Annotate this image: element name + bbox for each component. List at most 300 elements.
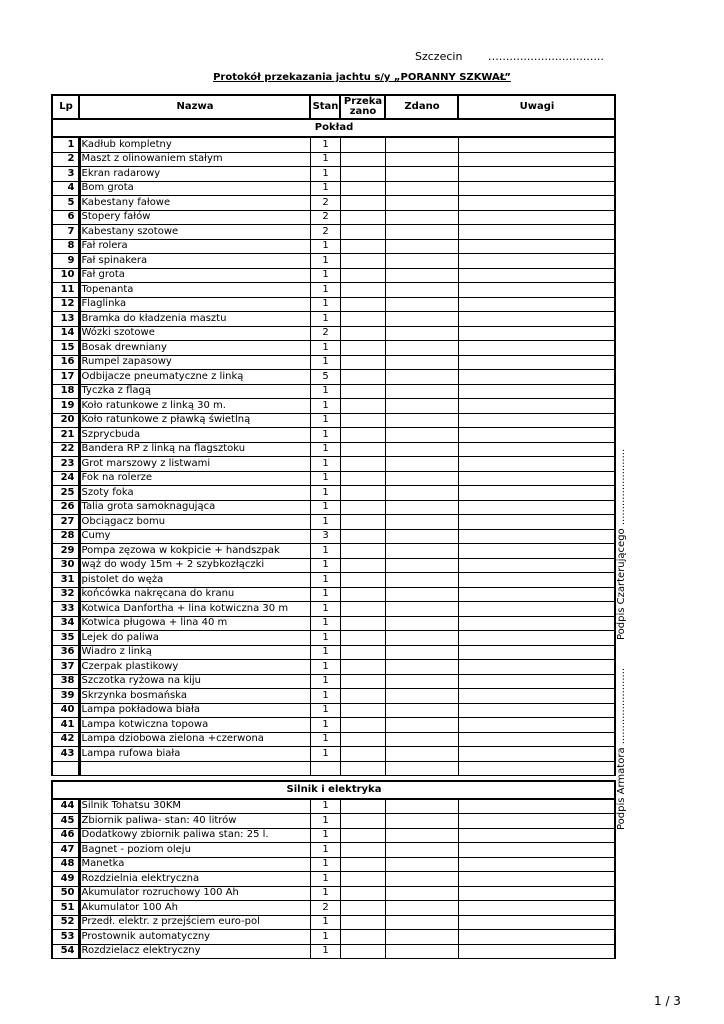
cell-zdano[interactable] (385, 814, 458, 829)
blank-cell[interactable] (79, 761, 310, 775)
cell-lp: 11 (52, 283, 79, 298)
cell-stan: 1 (310, 857, 340, 872)
cell-uwagi[interactable] (458, 341, 615, 356)
cell-przekazano[interactable] (340, 181, 385, 196)
cell-przekazano[interactable] (340, 254, 385, 269)
cell-uwagi[interactable] (458, 660, 615, 675)
cell-zdano[interactable] (385, 799, 458, 814)
cell-zdano[interactable] (385, 915, 458, 930)
cell-nazwa: Bom grota (79, 181, 310, 196)
cell-nazwa: Szczotka ryżowa na kiju (79, 674, 310, 689)
cell-nazwa: Obciągacz bomu (79, 515, 310, 530)
cell-nazwa: Bagnet - poziom oleju (79, 843, 310, 858)
cell-przekazano[interactable] (340, 631, 385, 646)
table-row (52, 297, 615, 312)
cell-uwagi[interactable] (458, 500, 615, 515)
cell-zdano[interactable] (385, 384, 458, 399)
cell-uwagi[interactable] (458, 225, 615, 240)
cell-lp: 25 (52, 486, 79, 501)
cell-zdano[interactable] (385, 616, 458, 631)
cell-zdano[interactable] (385, 674, 458, 689)
cell-przekazano[interactable] (340, 814, 385, 829)
cell-zdano[interactable] (385, 239, 458, 254)
cell-uwagi[interactable] (458, 312, 615, 327)
cell-zdano[interactable] (385, 558, 458, 573)
cell-uwagi[interactable] (458, 239, 615, 254)
cell-zdano[interactable] (385, 471, 458, 486)
cell-stan: 1 (310, 718, 340, 733)
cell-zdano[interactable] (385, 828, 458, 843)
cell-nazwa: Fał grota (79, 268, 310, 283)
cell-przekazano[interactable] (340, 843, 385, 858)
cell-przekazano[interactable] (340, 370, 385, 385)
cell-nazwa: Fał rolera (79, 239, 310, 254)
cell-przekazano[interactable] (340, 799, 385, 814)
table-row (52, 210, 615, 225)
cell-zdano[interactable] (385, 355, 458, 370)
cell-lp: 34 (52, 616, 79, 631)
cell-uwagi[interactable] (458, 529, 615, 544)
cell-przekazano[interactable] (340, 558, 385, 573)
cell-lp: 27 (52, 515, 79, 530)
cell-nazwa: Kabestany szotowe (79, 225, 310, 240)
cell-uwagi[interactable] (458, 799, 615, 814)
cell-zdano[interactable] (385, 573, 458, 588)
cell-zdano[interactable] (385, 413, 458, 428)
cell-uwagi[interactable] (458, 167, 615, 182)
cell-stan: 1 (310, 703, 340, 718)
cell-stan: 1 (310, 355, 340, 370)
cell-zdano[interactable] (385, 886, 458, 901)
section-title: Silnik i elektryka (52, 781, 615, 799)
cell-nazwa: Koło ratunkowe z linką 30 m. (79, 399, 310, 414)
cell-przekazano[interactable] (340, 886, 385, 901)
cell-przekazano[interactable] (340, 167, 385, 182)
cell-nazwa: Fał spinakera (79, 254, 310, 269)
cell-zdano[interactable] (385, 944, 458, 959)
cell-zdano[interactable] (385, 843, 458, 858)
cell-przekazano[interactable] (340, 703, 385, 718)
cell-stan: 1 (310, 384, 340, 399)
cell-zdano[interactable] (385, 901, 458, 916)
cell-zdano[interactable] (385, 283, 458, 298)
cell-lp: 49 (52, 872, 79, 887)
cell-przekazano[interactable] (340, 471, 385, 486)
cell-nazwa: końcówka nakręcana do kranu (79, 587, 310, 602)
cell-zdano[interactable] (385, 529, 458, 544)
table-row (52, 341, 615, 356)
cell-uwagi[interactable] (458, 283, 615, 298)
cell-stan: 1 (310, 732, 340, 747)
table-row (52, 137, 615, 152)
cell-zdano[interactable] (385, 428, 458, 443)
table-row (52, 573, 615, 588)
cell-stan: 1 (310, 660, 340, 675)
cell-nazwa: Tyczka z flagą (79, 384, 310, 399)
cell-przekazano[interactable] (340, 210, 385, 225)
col-header-przekazano: Przeka zano (340, 95, 385, 119)
cell-lp: 41 (52, 718, 79, 733)
cell-przekazano[interactable] (340, 137, 385, 152)
cell-stan: 1 (310, 399, 340, 414)
date-field: ….............................. (487, 50, 604, 63)
cell-zdano[interactable] (385, 196, 458, 211)
cell-nazwa: Zbiornik paliwa- stan: 40 litrów (79, 814, 310, 829)
cell-uwagi[interactable] (458, 732, 615, 747)
cell-lp: 24 (52, 471, 79, 486)
cell-lp: 39 (52, 689, 79, 704)
table-row (52, 703, 615, 718)
cell-przekazano[interactable] (340, 857, 385, 872)
cell-uwagi[interactable] (458, 689, 615, 704)
table-row (52, 370, 615, 385)
cell-nazwa: Kadłub kompletny (79, 137, 310, 152)
cell-nazwa: Lejek do paliwa (79, 631, 310, 646)
cell-uwagi[interactable] (458, 814, 615, 829)
table-row (52, 181, 615, 196)
cell-uwagi[interactable] (458, 901, 615, 916)
cell-lp: 35 (52, 631, 79, 646)
cell-przekazano[interactable] (340, 616, 385, 631)
cell-uwagi[interactable] (458, 886, 615, 901)
cell-stan: 1 (310, 181, 340, 196)
cell-przekazano[interactable] (340, 196, 385, 211)
cell-zdano[interactable] (385, 167, 458, 182)
cell-przekazano[interactable] (340, 529, 385, 544)
cell-zdano[interactable] (385, 515, 458, 530)
cell-stan: 3 (310, 529, 340, 544)
cell-nazwa: Akumulator 100 Ah (79, 901, 310, 916)
cell-stan: 1 (310, 944, 340, 959)
cell-przekazano[interactable] (340, 225, 385, 240)
cell-uwagi[interactable] (458, 573, 615, 588)
blank-cell[interactable] (458, 761, 615, 775)
cell-uwagi[interactable] (458, 399, 615, 414)
table-row (52, 254, 615, 269)
cell-nazwa: Bramka do kładzenia masztu (79, 312, 310, 327)
table-row (52, 930, 615, 945)
cell-stan: 1 (310, 828, 340, 843)
cell-stan: 1 (310, 442, 340, 457)
cell-stan: 1 (310, 872, 340, 887)
blank-cell[interactable] (385, 761, 458, 775)
cell-uwagi[interactable] (458, 645, 615, 660)
cell-zdano[interactable] (385, 857, 458, 872)
col-header-zdano: Zdano (385, 95, 458, 119)
cell-przekazano[interactable] (340, 341, 385, 356)
table-row (52, 515, 615, 530)
cell-zdano[interactable] (385, 587, 458, 602)
cell-uwagi[interactable] (458, 486, 615, 501)
cell-nazwa: Grot marszowy z listwami (79, 457, 310, 472)
cell-przekazano[interactable] (340, 312, 385, 327)
charterer-signature: Podpis Czarterującego ........................ (616, 448, 627, 640)
cell-uwagi[interactable] (458, 915, 615, 930)
cell-przekazano[interactable] (340, 930, 385, 945)
cell-lp: 40 (52, 703, 79, 718)
cell-przekazano[interactable] (340, 152, 385, 167)
cell-przekazano[interactable] (340, 587, 385, 602)
cell-uwagi[interactable] (458, 297, 615, 312)
cell-nazwa: Silnik Tohatsu 30KM (79, 799, 310, 814)
cell-lp: 48 (52, 857, 79, 872)
table-row (52, 428, 615, 443)
cell-stan: 1 (310, 167, 340, 182)
cell-lp: 19 (52, 399, 79, 414)
table-row (52, 660, 615, 675)
cell-przekazano[interactable] (340, 297, 385, 312)
cell-przekazano[interactable] (340, 645, 385, 660)
cell-przekazano[interactable] (340, 915, 385, 930)
table-row (52, 268, 615, 283)
table-row (52, 689, 615, 704)
cell-uwagi[interactable] (458, 944, 615, 959)
cell-uwagi[interactable] (458, 674, 615, 689)
section-title: Pokład (52, 119, 615, 137)
cell-nazwa: Cumy (79, 529, 310, 544)
cell-przekazano[interactable] (340, 500, 385, 515)
cell-zdano[interactable] (385, 689, 458, 704)
cell-stan: 1 (310, 573, 340, 588)
cell-nazwa: Flaglinka (79, 297, 310, 312)
cell-przekazano[interactable] (340, 602, 385, 617)
cell-zdano[interactable] (385, 181, 458, 196)
cell-lp: 9 (52, 254, 79, 269)
cell-przekazano[interactable] (340, 268, 385, 283)
cell-przekazano[interactable] (340, 944, 385, 959)
cell-przekazano[interactable] (340, 718, 385, 733)
table-row (52, 399, 615, 414)
cell-uwagi[interactable] (458, 254, 615, 269)
cell-przekazano[interactable] (340, 732, 385, 747)
cell-przekazano[interactable] (340, 660, 385, 675)
table-row (52, 602, 615, 617)
cell-uwagi[interactable] (458, 616, 615, 631)
cell-uwagi[interactable] (458, 930, 615, 945)
place-label: Szczecin (415, 50, 463, 63)
cell-zdano[interactable] (385, 930, 458, 945)
cell-uwagi[interactable] (458, 326, 615, 341)
cell-stan: 2 (310, 326, 340, 341)
cell-przekazano[interactable] (340, 384, 385, 399)
cell-uwagi[interactable] (458, 457, 615, 472)
cell-przekazano[interactable] (340, 747, 385, 762)
cell-zdano[interactable] (385, 457, 458, 472)
table-row (52, 645, 615, 660)
table-row (52, 799, 615, 814)
cell-zdano[interactable] (385, 486, 458, 501)
cell-zdano[interactable] (385, 137, 458, 152)
cell-lp: 53 (52, 930, 79, 945)
cell-przekazano[interactable] (340, 413, 385, 428)
cell-uwagi[interactable] (458, 558, 615, 573)
cell-uwagi[interactable] (458, 631, 615, 646)
cell-stan: 1 (310, 283, 340, 298)
cell-nazwa: Przedł. elektr. z przejściem euro-pol (79, 915, 310, 930)
cell-przekazano[interactable] (340, 872, 385, 887)
col-header-stan: Stan (310, 95, 340, 119)
cell-stan: 1 (310, 457, 340, 472)
section-header-row (52, 781, 615, 799)
cell-uwagi[interactable] (458, 747, 615, 762)
cell-stan: 1 (310, 268, 340, 283)
cell-uwagi[interactable] (458, 137, 615, 152)
cell-nazwa: Topenanta (79, 283, 310, 298)
table-row (52, 718, 615, 733)
table-row (52, 732, 615, 747)
cell-zdano[interactable] (385, 326, 458, 341)
cell-przekazano[interactable] (340, 428, 385, 443)
cell-zdano[interactable] (385, 210, 458, 225)
table-row (52, 631, 615, 646)
cell-uwagi[interactable] (458, 428, 615, 443)
cell-zdano[interactable] (385, 268, 458, 283)
cell-uwagi[interactable] (458, 515, 615, 530)
table-row (52, 587, 615, 602)
cell-lp: 1 (52, 137, 79, 152)
cell-zdano[interactable] (385, 747, 458, 762)
cell-zdano[interactable] (385, 370, 458, 385)
cell-przekazano[interactable] (340, 486, 385, 501)
cell-stan: 1 (310, 137, 340, 152)
cell-przekazano[interactable] (340, 515, 385, 530)
cell-stan: 1 (310, 645, 340, 660)
cell-nazwa: Maszt z olinowaniem stałym (79, 152, 310, 167)
cell-uwagi[interactable] (458, 857, 615, 872)
cell-zdano[interactable] (385, 312, 458, 327)
cell-zdano[interactable] (385, 602, 458, 617)
cell-przekazano[interactable] (340, 399, 385, 414)
cell-przekazano[interactable] (340, 544, 385, 559)
cell-zdano[interactable] (385, 442, 458, 457)
cell-zdano[interactable] (385, 341, 458, 356)
cell-uwagi[interactable] (458, 196, 615, 211)
cell-nazwa: Wózki szotowe (79, 326, 310, 341)
cell-lp: 37 (52, 660, 79, 675)
cell-lp: 15 (52, 341, 79, 356)
cell-przekazano[interactable] (340, 674, 385, 689)
cell-uwagi[interactable] (458, 442, 615, 457)
blank-row (52, 761, 615, 775)
cell-zdano[interactable] (385, 645, 458, 660)
cell-zdano[interactable] (385, 225, 458, 240)
table-body (52, 95, 615, 959)
cell-stan: 1 (310, 631, 340, 646)
cell-uwagi[interactable] (458, 471, 615, 486)
owner-signature: Podpis Armatora ........................ (616, 667, 627, 830)
cell-zdano[interactable] (385, 660, 458, 675)
cell-uwagi[interactable] (458, 413, 615, 428)
cell-nazwa: Prostownik automatyczny (79, 930, 310, 945)
cell-uwagi[interactable] (458, 181, 615, 196)
table-row (52, 843, 615, 858)
table-row (52, 239, 615, 254)
cell-zdano[interactable] (385, 254, 458, 269)
cell-zdano[interactable] (385, 732, 458, 747)
cell-nazwa: Lampa kotwiczna topowa (79, 718, 310, 733)
cell-uwagi[interactable] (458, 703, 615, 718)
cell-uwagi[interactable] (458, 587, 615, 602)
cell-lp: 47 (52, 843, 79, 858)
cell-lp: 13 (52, 312, 79, 327)
cell-lp: 54 (52, 944, 79, 959)
cell-uwagi[interactable] (458, 370, 615, 385)
table-row (52, 471, 615, 486)
table-row (52, 616, 615, 631)
cell-stan: 1 (310, 886, 340, 901)
cell-przekazano[interactable] (340, 442, 385, 457)
cell-lp: 16 (52, 355, 79, 370)
cell-uwagi[interactable] (458, 384, 615, 399)
cell-nazwa: Lampa pokładowa biała (79, 703, 310, 718)
cell-uwagi[interactable] (458, 210, 615, 225)
cell-przekazano[interactable] (340, 689, 385, 704)
cell-lp: 28 (52, 529, 79, 544)
cell-lp: 30 (52, 558, 79, 573)
cell-zdano[interactable] (385, 297, 458, 312)
blank-cell[interactable] (310, 761, 340, 775)
cell-uwagi[interactable] (458, 602, 615, 617)
cell-zdano[interactable] (385, 631, 458, 646)
cell-przekazano[interactable] (340, 283, 385, 298)
cell-uwagi[interactable] (458, 152, 615, 167)
cell-uwagi[interactable] (458, 718, 615, 733)
cell-stan: 1 (310, 616, 340, 631)
cell-przekazano[interactable] (340, 573, 385, 588)
cell-stan: 1 (310, 747, 340, 762)
cell-nazwa: Akumulator rozruchowy 100 Ah (79, 886, 310, 901)
cell-zdano[interactable] (385, 872, 458, 887)
cell-zdano[interactable] (385, 152, 458, 167)
cell-przekazano[interactable] (340, 326, 385, 341)
cell-uwagi[interactable] (458, 872, 615, 887)
table-row (52, 814, 615, 829)
cell-lp: 52 (52, 915, 79, 930)
cell-stan: 2 (310, 225, 340, 240)
cell-zdano[interactable] (385, 718, 458, 733)
cell-uwagi[interactable] (458, 843, 615, 858)
table-row (52, 384, 615, 399)
cell-przekazano[interactable] (340, 828, 385, 843)
cell-uwagi[interactable] (458, 268, 615, 283)
blank-cell[interactable] (52, 761, 79, 775)
cell-przekazano[interactable] (340, 457, 385, 472)
cell-przekazano[interactable] (340, 901, 385, 916)
cell-zdano[interactable] (385, 399, 458, 414)
cell-lp: 5 (52, 196, 79, 211)
cell-lp: 29 (52, 544, 79, 559)
cell-lp: 18 (52, 384, 79, 399)
cell-przekazano[interactable] (340, 239, 385, 254)
cell-stan: 1 (310, 500, 340, 515)
table-row (52, 901, 615, 916)
table-row (52, 828, 615, 843)
blank-cell[interactable] (340, 761, 385, 775)
cell-zdano[interactable] (385, 703, 458, 718)
cell-nazwa: Lampa rufowa biała (79, 747, 310, 762)
cell-stan: 1 (310, 930, 340, 945)
cell-zdano[interactable] (385, 544, 458, 559)
cell-przekazano[interactable] (340, 355, 385, 370)
cell-lp: 3 (52, 167, 79, 182)
table-row (52, 486, 615, 501)
cell-zdano[interactable] (385, 500, 458, 515)
table-row (52, 326, 615, 341)
cell-uwagi[interactable] (458, 828, 615, 843)
cell-uwagi[interactable] (458, 355, 615, 370)
cell-stan: 1 (310, 152, 340, 167)
cell-uwagi[interactable] (458, 544, 615, 559)
